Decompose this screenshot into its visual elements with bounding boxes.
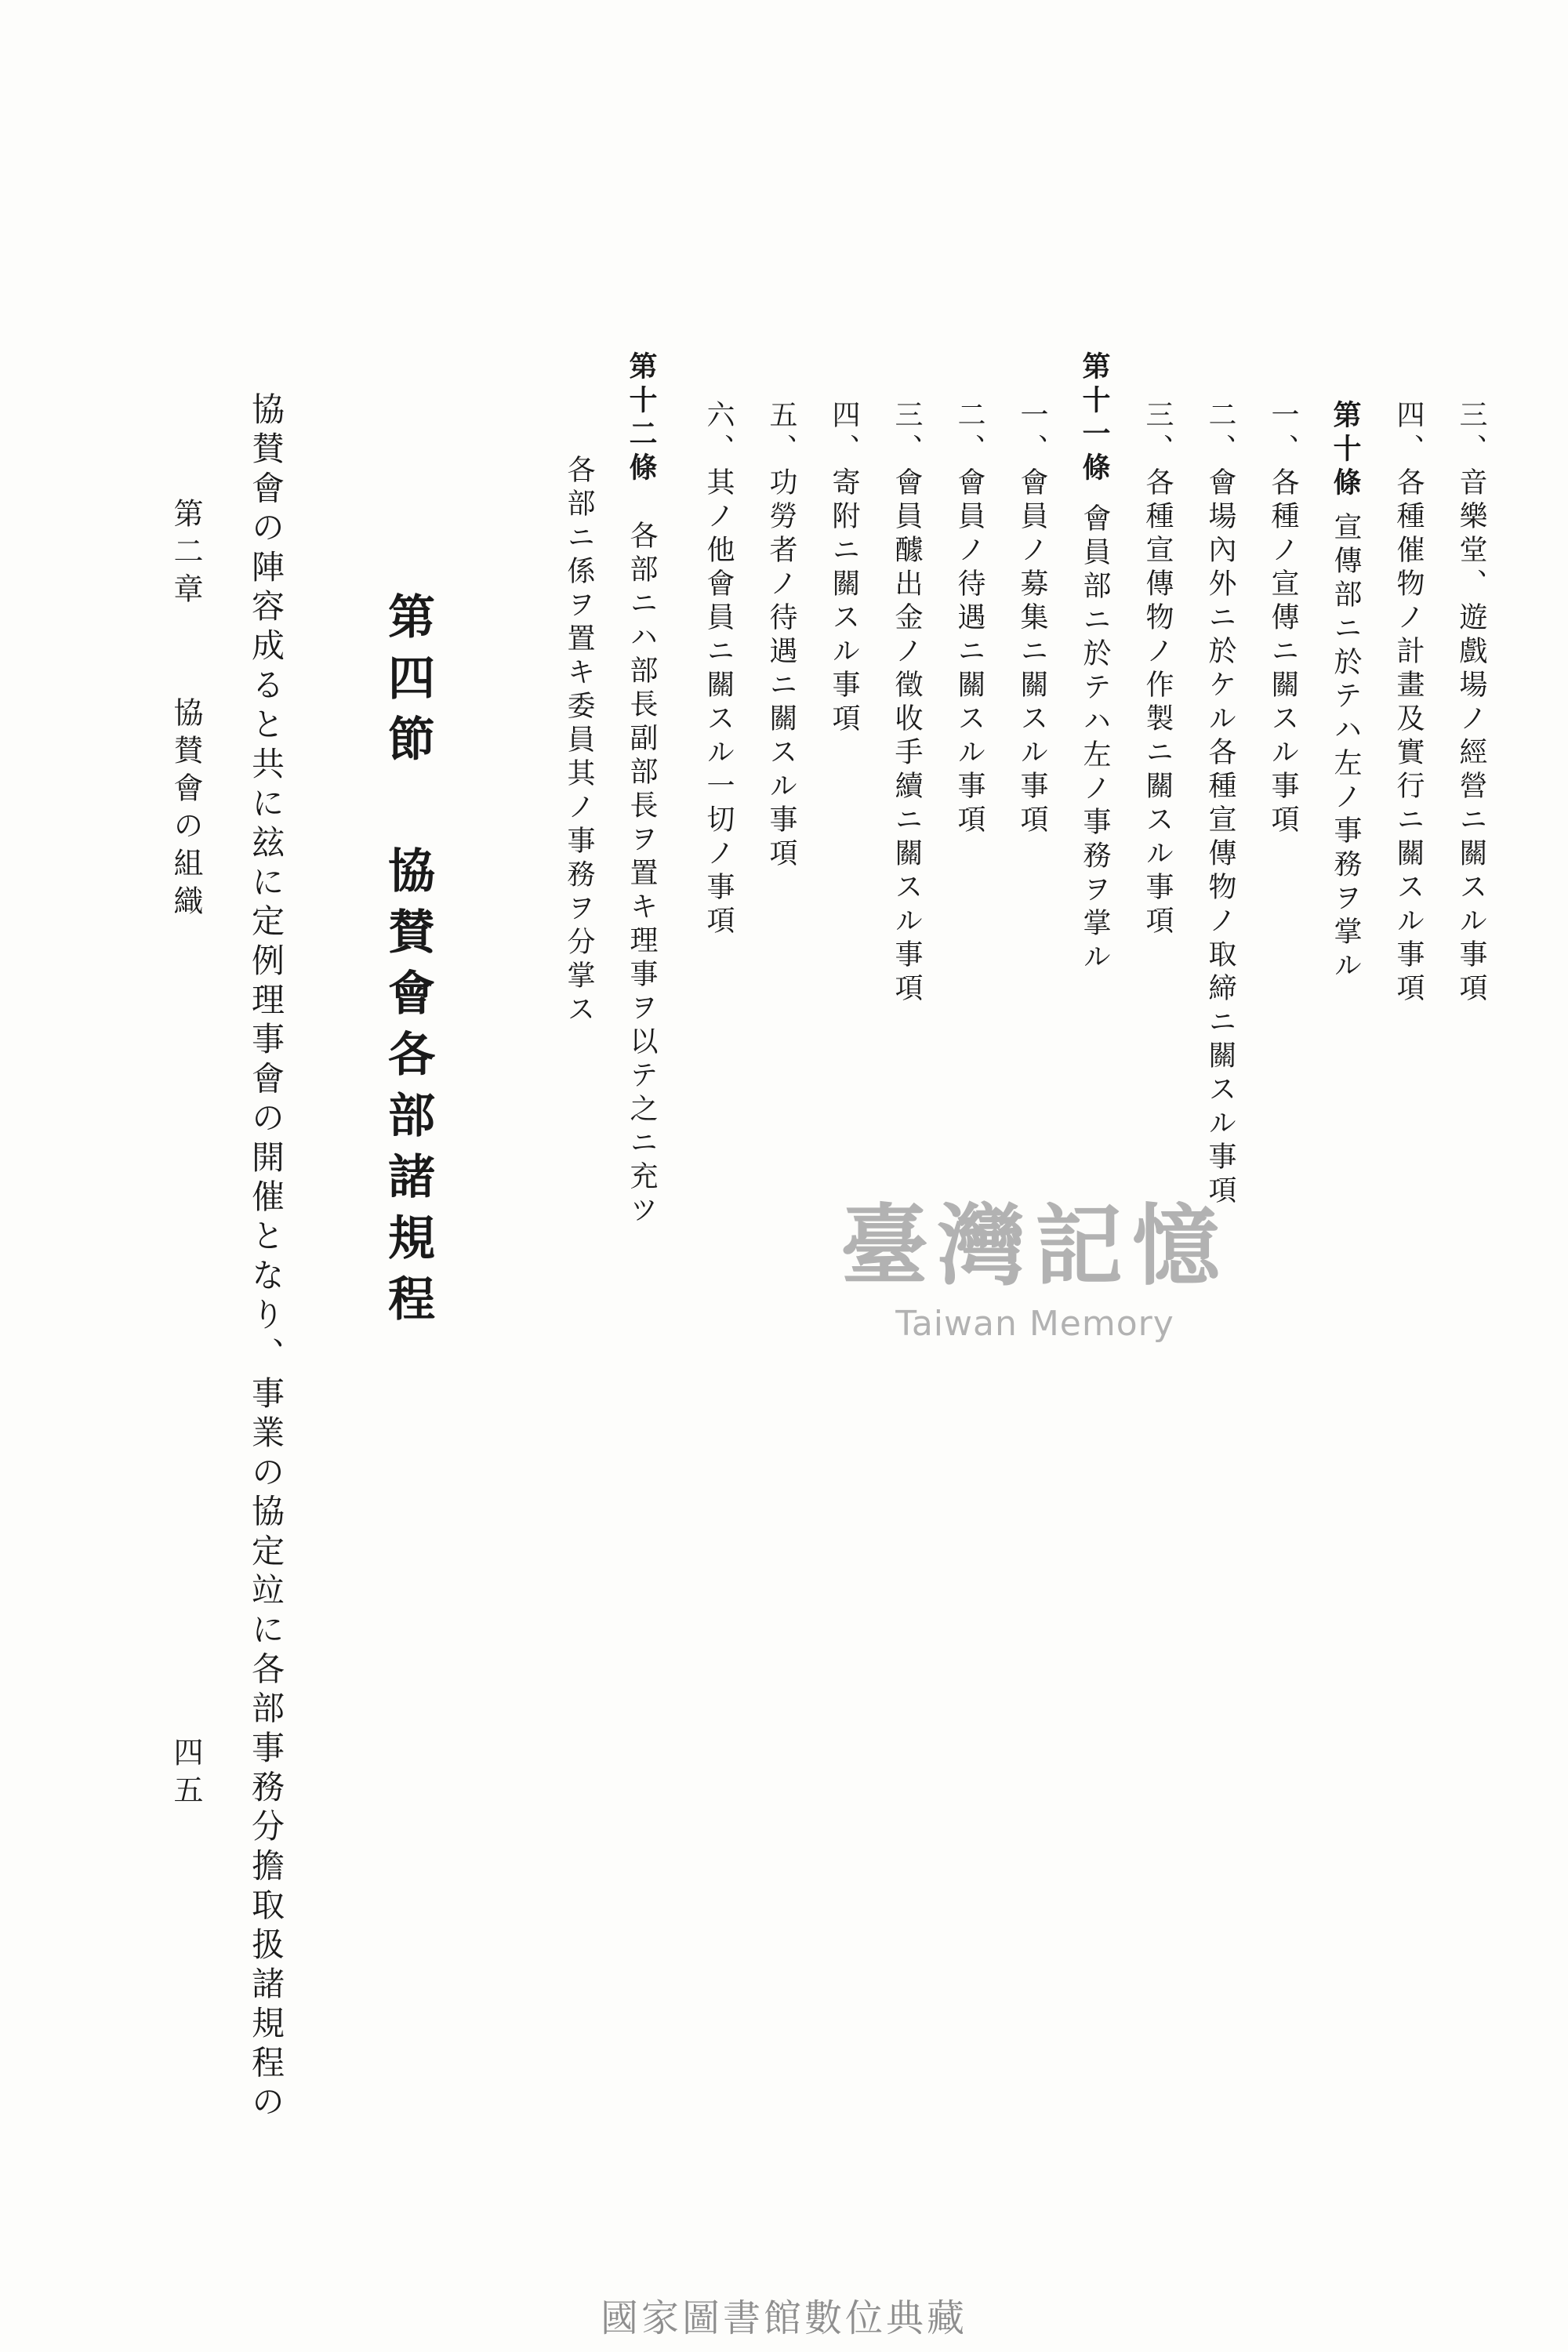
article-heading: 第十條: [1329, 400, 1362, 501]
text-line: 三、會員醵出金ノ徵收手續ニ關スル事項: [891, 400, 923, 1007]
section-heading: [380, 592, 435, 1335]
watermark-english: Taiwan Memory: [895, 1304, 1174, 1344]
watermark-logo: [776, 1176, 1294, 1344]
text-line: 三、音樂堂、遊戲場ノ經營ニ關スル事項: [1455, 400, 1487, 1007]
text-line: 一、會員ノ募集ニ關スル事項: [1016, 400, 1048, 838]
text-line: 四、各種催物ノ計畫及實行ニ關スル事項: [1392, 400, 1425, 1007]
library-footer: 國家圖書館數位典藏: [600, 2296, 967, 2340]
text-line: 一、各種ノ宣傳ニ關スル事項: [1267, 400, 1299, 838]
text-line: 二、會場內外ニ於ケル各種宣傳物ノ取締ニ關スル事項: [1204, 400, 1236, 1209]
section-title: 協賛會各部諸規程: [380, 846, 435, 1335]
text-line: 三、各種宣傳物ノ作製ニ關スル事項: [1142, 400, 1174, 939]
page-number: 四五: [169, 1737, 203, 1812]
article-heading: 第十二條: [625, 351, 658, 486]
paragraph-line: 協賛會の陣容成ると共に玆に定例理事會の開催となり、事業の協定竝に各部事務分擔取扱諸規程の: [247, 392, 285, 2124]
watermark-chinese: 臺灣記憶: [840, 1195, 1229, 1298]
article-heading: 第十一條: [1078, 351, 1111, 486]
chapter-label: 第二章: [169, 498, 203, 611]
text-line: 各部ニ係ヲ置キ委員其ノ事務ヲ分掌ス: [563, 455, 595, 1028]
text-line: 四、寄附ニ關スル事項: [828, 400, 860, 737]
text-line: 六、其ノ他會員ニ關スル一切ノ事項: [702, 400, 735, 939]
article-line: 第十二條各部ニハ部長副部長ヲ置キ理事ヲ以テ之ニ充ツ: [625, 351, 658, 1229]
text-line: 五、功勞者ノ待遇ニ關スル事項: [765, 400, 797, 872]
section-number: 第四節: [380, 592, 435, 775]
running-head: [171, 498, 201, 923]
article-line: 第十條宣傳部ニ於テハ左ノ事務ヲ掌ル: [1329, 400, 1362, 984]
article-line: 第十一條會員部ニ於テハ左ノ事務ヲ掌ル: [1078, 351, 1111, 975]
text-line: 二、會員ノ待遇ニ關スル事項: [953, 400, 985, 838]
chapter-title: 協賛會の組織: [169, 697, 203, 923]
